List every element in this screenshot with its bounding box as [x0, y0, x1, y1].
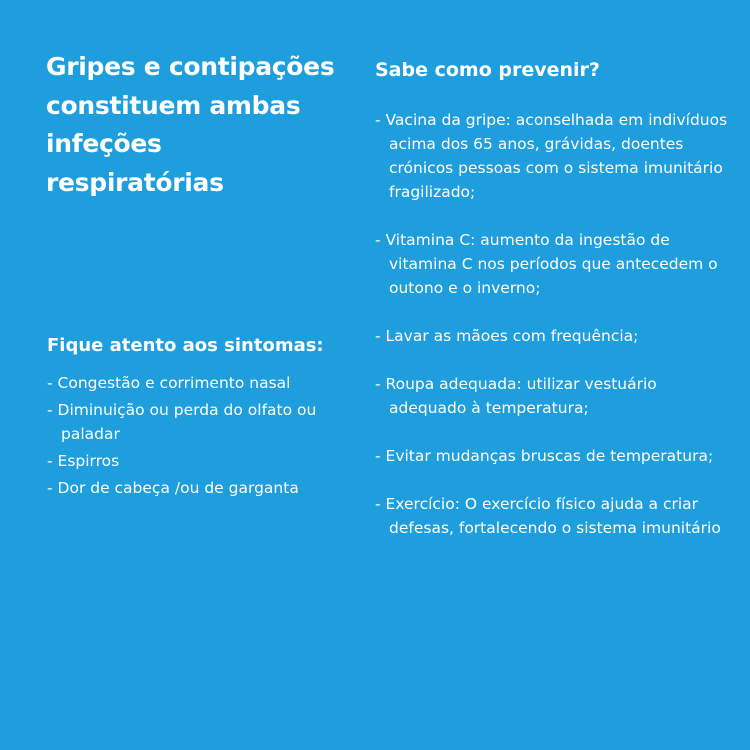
symptom-item: - Diminuição ou perda do olfato ou paladar — [47, 401, 317, 443]
symptom-item: - Congestão e corrimento nasal — [47, 374, 291, 392]
prevention-item: - Roupa adequada: utilizar vestuário adequado à temperatura; — [375, 375, 657, 417]
headline: Gripes e contipações constituem ambas infeções respiratórias — [46, 52, 335, 197]
prevention-item: - Evitar mudanças bruscas de temperatura; — [375, 447, 714, 465]
symptom-item: - Dor de cabeça /ou de garganta — [47, 479, 299, 497]
prevention-item: - Exercício: O exercício físico ajuda a criar defesas, fortalecendo o sistema imunitário — [375, 495, 721, 537]
prevention-heading: Sabe como prevenir? — [375, 59, 600, 81]
symptoms-heading: Fique atento aos sintomas: — [47, 335, 324, 356]
prevention-item: - Vitamina C: aumento da ingestão de vitamina C nos períodos que antecedem o outono e o inverno; — [375, 231, 718, 297]
symptom-item: - Espirros — [47, 452, 120, 470]
prevention-item: - Vacina da gripe: aconselhada em indivíduos acima dos 65 anos, grávidas, doentes crónicos pessoas com o sistema imunitário fragilizado; — [375, 111, 728, 201]
prevention-item: - Lavar as mãoes com frequência; — [375, 327, 639, 345]
prevention-list — [375, 108, 730, 564]
symptoms-list — [47, 371, 352, 503]
